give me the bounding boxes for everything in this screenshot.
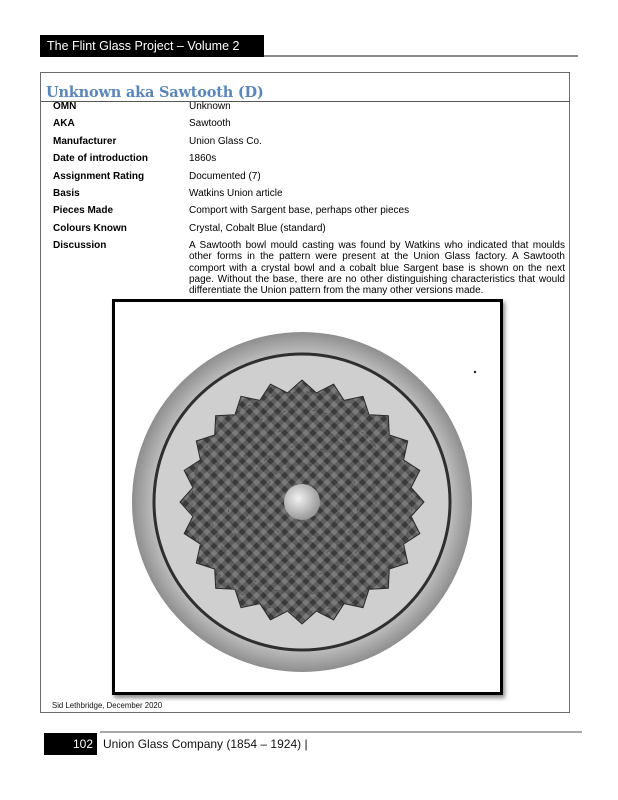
property-label: OMN — [53, 101, 77, 112]
property-label: Manufacturer — [53, 135, 117, 147]
property-value: Unknown — [189, 101, 231, 112]
property-value: 1860s — [189, 153, 217, 165]
property-value: Watkins Union article — [189, 187, 283, 199]
bowl-center-knob — [284, 484, 320, 520]
entry-box — [40, 72, 570, 713]
property-row-date — [53, 153, 565, 170]
running-header-title: The Flint Glass Project – Volume 2 — [47, 39, 240, 53]
property-row-basis — [53, 188, 565, 205]
property-label: Discussion — [53, 240, 107, 252]
property-value: Crystal, Cobalt Blue (standard) — [189, 222, 326, 234]
property-value: Sawtooth — [189, 118, 231, 130]
running-header — [40, 35, 264, 57]
property-value: Comport with Sargent base, perhaps other pieces — [189, 205, 410, 217]
bowl-illustration — [115, 302, 500, 692]
property-table — [53, 101, 565, 297]
property-row-pieces — [53, 205, 565, 222]
property-label: Date of introduction — [53, 153, 148, 165]
property-row-rating — [53, 171, 565, 188]
author-credit: Sid Lethbridge, December 2020 — [52, 701, 163, 710]
property-label: Assignment Rating — [53, 170, 145, 182]
header-rule — [264, 55, 578, 57]
bowl-photo — [112, 299, 503, 695]
property-row-colours — [53, 223, 565, 240]
property-label: Basis — [53, 187, 80, 199]
page-number: 102 — [44, 733, 97, 755]
property-row-omn — [53, 101, 565, 118]
property-label: Colours Known — [53, 222, 127, 234]
property-row-aka — [53, 118, 565, 135]
property-label: AKA — [53, 118, 75, 130]
property-row-manufacturer — [53, 136, 565, 153]
property-row-discussion — [53, 240, 565, 296]
discussion-text: A Sawtooth bowl mould casting was found by Watkins who indicated that moulds other forms in the pattern were present at the Union Glass factory. A Sawtooth comport with a crystal bowl and a cobalt blue Sargent base is shown on the next page. Without the base, there are no other distinguishing characteristics that would differentiate the Union pattern from the many other versions made. — [189, 240, 565, 297]
entry-title: Unknown aka Sawtooth (D) — [46, 84, 264, 101]
property-value: Documented (7) — [189, 170, 261, 182]
footer-title: Union Glass Company (1854 – 1924) | — [103, 737, 308, 751]
property-label: Pieces Made — [53, 205, 114, 217]
speck — [474, 371, 476, 373]
property-value: Union Glass Co. — [189, 135, 262, 147]
